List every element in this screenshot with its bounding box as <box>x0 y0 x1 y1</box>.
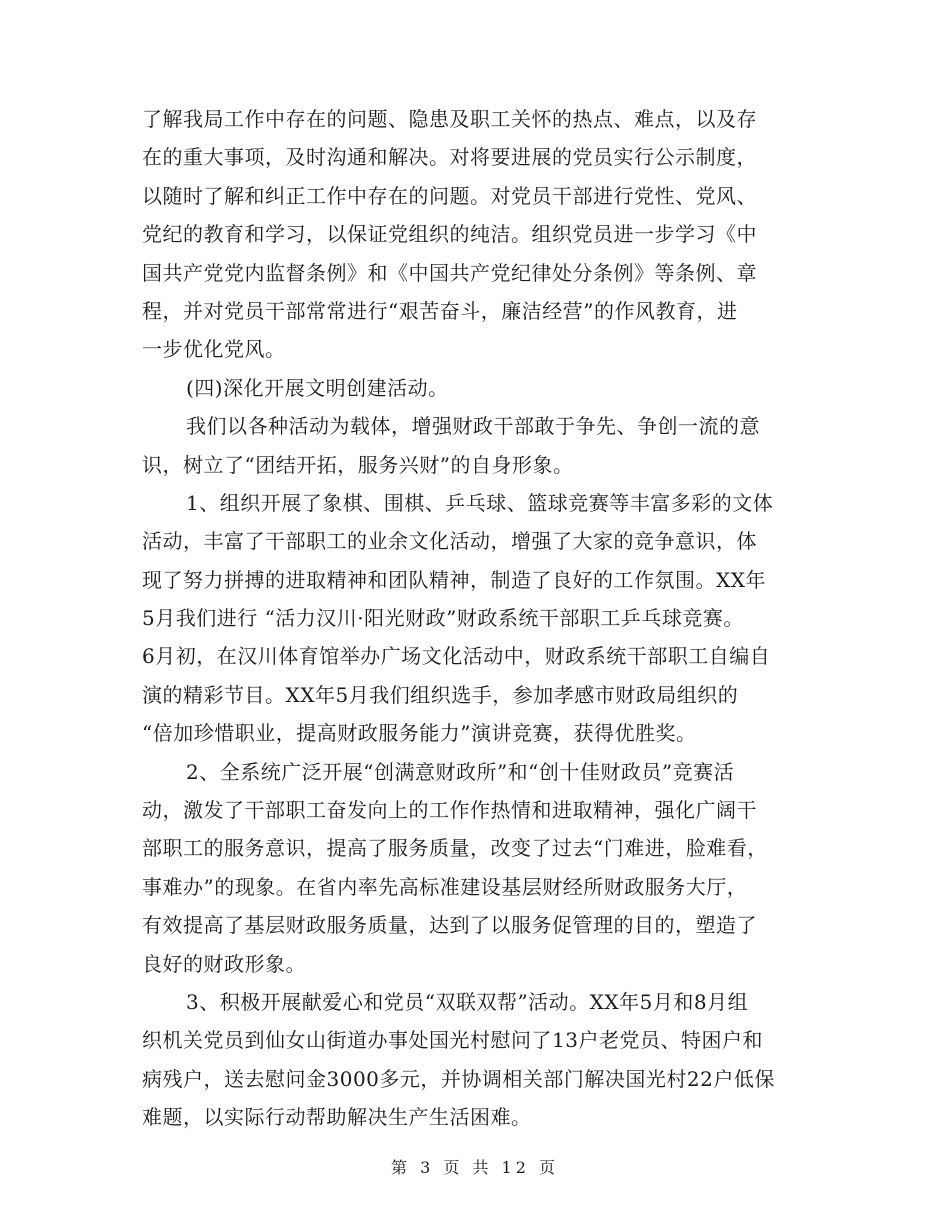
page-number-footer: 第 3 页 共 12 页 <box>391 1158 559 1177</box>
text-line: 在的重大事项，及时沟通和解决。对将要进展的党员实行公示制度， <box>142 145 757 170</box>
text-line: 2、全系统广泛开展“创满意财政所”和“创十佳财政员”竞赛活 <box>186 759 735 784</box>
text-line: 3、积极开展献爱心和党员“双联双帮”活动。XX年5月和8月组 <box>186 989 749 1014</box>
text-line: 国共产党党内监督条例》和《中国共产党纪律处分条例》等条例、章 <box>142 260 757 285</box>
text-line: 5月我们进行 “活力汉川·阳光财政”财政系统干部职工乒乓球竞赛。 <box>142 606 744 631</box>
text-line: 病残户，送去慰问金3000多元，并协调相关部门解决国光村22户低保 <box>142 1066 775 1091</box>
text-line: 有效提高了基层财政服务质量，达到了以服务促管理的目的，塑造了 <box>142 913 757 938</box>
text-line: 以随时了解和纠正工作中存在的问题。对党员干部进行党性、党风、 <box>142 183 757 208</box>
text-line: 活动，丰富了干部职工的业余文化活动，增强了大家的竞争意识，体 <box>142 529 757 554</box>
text-line: 演的精彩节目。XX年5月我们组织选手，参加孝感市财政局组织的 <box>142 682 739 707</box>
text-line: 事难办”的现象。在省内率先高标准建设基层财经所财政服务大厅， <box>142 874 748 899</box>
text-line: 难题，以实际行动帮助解决生产生活困难。 <box>142 1105 532 1130</box>
text-line: 现了努力拼搏的进取精神和团队精神，制造了良好的工作氛围。XX年 <box>142 567 766 592</box>
text-line: 良好的财政形象。 <box>142 951 306 976</box>
text-line: 1、组织开展了象棋、围棋、乒乓球、篮球竞赛等丰富多彩的文体 <box>186 490 774 515</box>
text-line: 动，激发了干部职工奋发向上的工作作热情和进取精神，强化广阔干 <box>142 798 757 823</box>
text-line: 程，并对党员干部常常进行“艰苦奋斗，廉洁经营”的作风教育，进 <box>142 298 738 323</box>
text-line: 6月初，在汉川体育馆举办广场文化活动中，财政系统干部职工自编自 <box>142 644 771 669</box>
section-heading: (四)深化开展文明创建活动。 <box>186 375 449 400</box>
text-line: 部职工的服务意识，提高了服务质量，改变了过去“门难进，脸难看， <box>142 836 768 861</box>
text-line: 我们以各种活动为载体，增强财政干部敢于争先、争创一流的意 <box>186 414 760 439</box>
text-line: 识，树立了“团结开拓，服务兴财”的自身形象。 <box>142 452 574 477</box>
text-line: 织机关党员到仙女山街道办事处国光村慰问了13户老党员、特困户和 <box>142 1028 763 1053</box>
document-body <box>142 100 822 1137</box>
text-line: 了解我局工作中存在的问题、隐患及职工关怀的热点、难点，以及存 <box>142 107 757 131</box>
text-line: 党纪的教育和学习，以保证党组织的纯洁。组织党员进一步学习《中 <box>142 222 757 247</box>
text-line: 一步优化党风。 <box>142 337 286 362</box>
text-line: “倍加珍惜职业，提高财政服务能力”演讲竞赛，获得优胜奖。 <box>142 721 697 746</box>
